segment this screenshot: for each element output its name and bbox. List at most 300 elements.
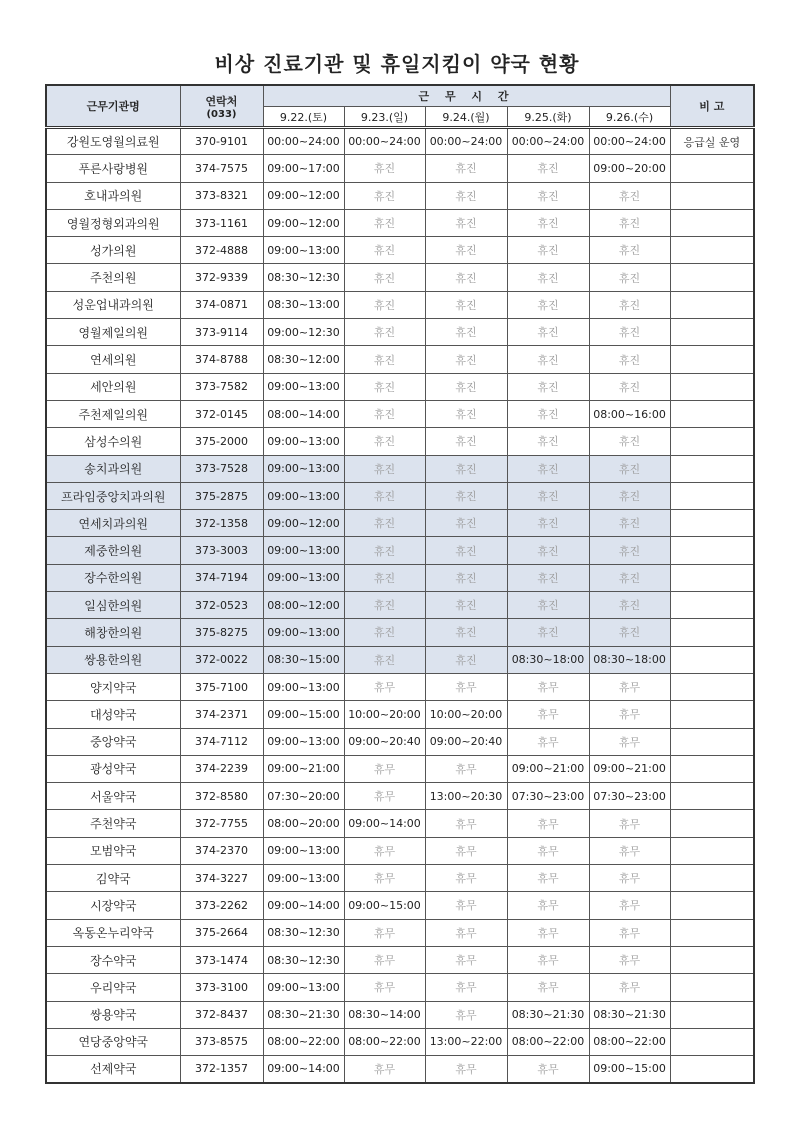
header-date: 9.25.(화) [507,107,589,128]
table-row [46,673,754,700]
note-cell: 응급실 운영 [670,128,754,155]
hours-cell: 휴진 [425,209,507,236]
hours-cell: 휴진 [589,346,670,373]
institution-name: 일심한의원 [46,592,180,619]
table-row [46,564,754,591]
institution-name: 대성약국 [46,701,180,728]
hours-cell: 09:00~13:00 [263,428,344,455]
hours-cell: 휴진 [589,537,670,564]
hours-cell: 08:30~12:30 [263,919,344,946]
hours-cell: 10:00~20:00 [344,701,425,728]
header-date: 9.22.(토) [263,107,344,128]
hours-cell: 휴진 [344,537,425,564]
note-cell [670,400,754,427]
hours-cell: 휴무 [507,919,589,946]
hours-cell: 휴진 [507,537,589,564]
hours-cell: 휴무 [425,919,507,946]
table-row [46,291,754,318]
institution-name: 영월정형외과의원 [46,209,180,236]
phone-number: 375-2000 [180,428,263,455]
hours-cell: 09:00~12:30 [263,319,344,346]
table-row [46,1001,754,1028]
institution-name: 장수약국 [46,946,180,973]
header-contact [180,85,263,128]
institution-name: 세안의원 [46,373,180,400]
phone-number: 373-1474 [180,946,263,973]
hours-cell: 휴진 [344,619,425,646]
hours-cell: 휴진 [507,510,589,537]
hours-cell: 휴무 [425,892,507,919]
hours-cell: 09:00~20:40 [344,728,425,755]
hours-cell: 09:00~13:00 [263,619,344,646]
hours-cell: 휴진 [425,592,507,619]
table-row [46,346,754,373]
table-row [46,209,754,236]
hours-cell: 09:00~20:00 [589,155,670,182]
hours-cell: 휴진 [507,373,589,400]
hours-cell: 10:00~20:00 [425,701,507,728]
hours-cell: 08:00~14:00 [263,400,344,427]
hours-cell: 07:30~23:00 [507,783,589,810]
note-cell [670,155,754,182]
hours-cell: 휴무 [589,946,670,973]
phone-number: 372-7755 [180,810,263,837]
hours-cell: 휴진 [425,646,507,673]
note-cell [670,837,754,864]
hours-cell: 휴진 [507,237,589,264]
note-cell [670,592,754,619]
hours-cell: 휴무 [425,1056,507,1083]
hours-cell: 휴진 [589,482,670,509]
note-cell [670,919,754,946]
hours-cell: 08:30~21:30 [507,1001,589,1028]
phone-number: 374-2239 [180,755,263,782]
hours-cell: 휴무 [589,701,670,728]
institution-name: 푸른사랑병원 [46,155,180,182]
hours-cell: 휴무 [344,974,425,1001]
hours-cell: 휴진 [344,482,425,509]
hours-cell: 00:00~24:00 [507,128,589,155]
hours-cell: 08:30~21:30 [263,1001,344,1028]
hours-cell: 휴무 [344,783,425,810]
note-cell [670,482,754,509]
hours-cell: 휴진 [425,510,507,537]
institution-name: 연당중앙약국 [46,1028,180,1055]
hours-cell: 08:00~22:00 [344,1028,425,1055]
phone-number: 372-0523 [180,592,263,619]
hours-cell: 00:00~24:00 [344,128,425,155]
hours-cell: 휴무 [344,919,425,946]
hours-cell: 휴진 [507,155,589,182]
hours-cell: 09:00~14:00 [263,892,344,919]
note-cell [670,1028,754,1055]
note-cell [670,510,754,537]
hours-cell: 08:00~12:00 [263,592,344,619]
hours-cell: 09:00~13:00 [263,974,344,1001]
table-row [46,319,754,346]
table-row [46,128,754,155]
hours-cell: 휴무 [589,810,670,837]
hours-cell: 휴진 [344,264,425,291]
hours-cell: 휴진 [507,428,589,455]
phone-number: 372-8580 [180,783,263,810]
hours-cell: 13:00~20:30 [425,783,507,810]
institution-name: 서울약국 [46,783,180,810]
hours-cell: 휴무 [344,837,425,864]
schedule-table [45,84,755,1084]
hours-cell: 08:00~22:00 [263,1028,344,1055]
hours-cell: 09:00~15:00 [589,1056,670,1083]
hours-cell: 휴진 [344,592,425,619]
hours-cell: 09:00~13:00 [263,373,344,400]
institution-name: 주천제일의원 [46,400,180,427]
hours-cell: 09:00~21:00 [507,755,589,782]
hours-cell: 휴진 [344,237,425,264]
hours-cell: 휴무 [507,673,589,700]
institution-name: 중앙약국 [46,728,180,755]
note-cell [670,373,754,400]
hours-cell: 휴진 [425,564,507,591]
hours-cell: 휴진 [425,182,507,209]
hours-cell: 휴진 [344,209,425,236]
note-cell [670,946,754,973]
note-cell [670,728,754,755]
hours-cell: 09:00~15:00 [263,701,344,728]
hours-cell: 휴무 [589,974,670,1001]
hours-cell: 13:00~22:00 [425,1028,507,1055]
phone-number: 373-9114 [180,319,263,346]
table-row [46,974,754,1001]
phone-number: 372-0145 [180,400,263,427]
hours-cell: 휴진 [344,564,425,591]
hours-cell: 휴무 [344,865,425,892]
hours-cell: 휴무 [507,701,589,728]
hours-cell: 휴진 [344,373,425,400]
hours-cell: 휴진 [425,455,507,482]
hours-cell: 휴진 [344,291,425,318]
phone-number: 374-7194 [180,564,263,591]
hours-cell: 휴진 [344,346,425,373]
note-cell [670,319,754,346]
hours-cell: 휴무 [507,865,589,892]
hours-cell: 휴무 [507,810,589,837]
note-cell [670,673,754,700]
phone-number: 370-9101 [180,128,263,155]
hours-cell: 09:00~17:00 [263,155,344,182]
note-cell [670,428,754,455]
institution-name: 양지약국 [46,673,180,700]
page-title: 비상 진료기관 및 휴일지킴이 약국 현황 [214,52,580,76]
institution-name: 김약국 [46,865,180,892]
hours-cell: 휴진 [507,400,589,427]
table-row [46,482,754,509]
hours-cell: 휴진 [425,264,507,291]
institution-name: 쌍용약국 [46,1001,180,1028]
hours-cell: 휴진 [425,619,507,646]
phone-number: 374-8788 [180,346,263,373]
hours-cell: 휴무 [507,728,589,755]
hours-cell: 휴진 [344,155,425,182]
hours-cell: 휴진 [589,428,670,455]
institution-name: 우리약국 [46,974,180,1001]
hours-cell: 08:30~12:00 [263,346,344,373]
hours-cell: 휴무 [425,673,507,700]
table-row [46,865,754,892]
table-row [46,537,754,564]
hours-cell: 09:00~13:00 [263,564,344,591]
hours-cell: 09:00~21:00 [263,755,344,782]
hours-cell: 08:30~13:00 [263,291,344,318]
institution-name: 광성약국 [46,755,180,782]
hours-cell: 휴무 [507,837,589,864]
note-cell [670,755,754,782]
hours-cell: 휴진 [507,182,589,209]
note-cell [670,209,754,236]
hours-cell: 휴진 [589,291,670,318]
table-row [46,728,754,755]
hours-cell: 휴무 [344,673,425,700]
phone-number: 373-3100 [180,974,263,1001]
hours-cell: 09:00~14:00 [263,1056,344,1083]
phone-number: 374-7575 [180,155,263,182]
hours-cell: 휴진 [425,237,507,264]
note-cell [670,346,754,373]
hours-cell: 휴진 [589,455,670,482]
header-name: 근무기관명 [46,85,180,128]
hours-cell: 휴무 [507,1056,589,1083]
note-cell [670,646,754,673]
hours-cell: 휴진 [425,346,507,373]
phone-number: 374-2371 [180,701,263,728]
phone-number: 374-3227 [180,865,263,892]
table-row [46,510,754,537]
hours-cell: 휴진 [507,209,589,236]
note-cell [670,783,754,810]
hours-cell: 휴진 [589,319,670,346]
hours-cell: 08:30~21:30 [589,1001,670,1028]
hours-cell: 휴진 [589,264,670,291]
header-contact-area-code: (033) [206,108,237,120]
hours-cell: 휴진 [425,428,507,455]
phone-number: 375-7100 [180,673,263,700]
header-contact-label: 연락처 [205,94,238,108]
hours-cell: 09:00~13:00 [263,482,344,509]
table-row [46,592,754,619]
hours-cell: 휴무 [344,755,425,782]
note-cell [670,974,754,1001]
hours-cell: 휴진 [344,646,425,673]
header-date: 9.26.(수) [589,107,670,128]
hours-cell: 휴무 [507,892,589,919]
phone-number: 373-2262 [180,892,263,919]
institution-name: 시장약국 [46,892,180,919]
hours-cell: 09:00~12:00 [263,209,344,236]
hours-cell: 휴무 [344,946,425,973]
hours-cell: 휴진 [425,373,507,400]
table-row [46,755,754,782]
institution-name: 연세의원 [46,346,180,373]
hours-cell: 휴진 [507,264,589,291]
hours-cell: 휴무 [507,946,589,973]
hours-cell: 08:30~18:00 [589,646,670,673]
phone-number: 373-3003 [180,537,263,564]
institution-name: 강원도영월의료원 [46,128,180,155]
hours-cell: 09:00~13:00 [263,237,344,264]
phone-number: 375-2875 [180,482,263,509]
hours-cell: 휴무 [589,728,670,755]
hours-cell: 09:00~13:00 [263,837,344,864]
table-row [46,182,754,209]
hours-cell: 휴진 [507,291,589,318]
hours-cell: 휴진 [589,564,670,591]
table-row [46,373,754,400]
institution-name: 삼성수의원 [46,428,180,455]
note-cell [670,455,754,482]
hours-cell: 09:00~21:00 [589,755,670,782]
hours-cell: 08:30~15:00 [263,646,344,673]
table-row [46,892,754,919]
phone-number: 373-8321 [180,182,263,209]
phone-number: 372-1358 [180,510,263,537]
hours-cell: 휴진 [344,510,425,537]
hours-cell: 휴무 [589,919,670,946]
note-cell [670,1056,754,1083]
hours-cell: 휴무 [589,892,670,919]
table-row [46,237,754,264]
institution-name: 옥동온누리약국 [46,919,180,946]
hours-cell: 휴진 [589,619,670,646]
note-cell [670,619,754,646]
hours-cell: 08:30~18:00 [507,646,589,673]
table-row [46,455,754,482]
hours-cell: 00:00~24:00 [589,128,670,155]
table-row [46,701,754,728]
hours-cell: 휴진 [344,319,425,346]
phone-number: 373-1161 [180,209,263,236]
phone-number: 375-8275 [180,619,263,646]
hours-cell: 휴진 [589,209,670,236]
hours-cell: 08:00~22:00 [589,1028,670,1055]
hours-cell: 09:00~20:40 [425,728,507,755]
hours-cell: 07:30~23:00 [589,783,670,810]
table-row [46,264,754,291]
phone-number: 372-1357 [180,1056,263,1083]
note-cell [670,264,754,291]
hours-cell: 07:30~20:00 [263,783,344,810]
institution-name: 모범약국 [46,837,180,864]
hours-cell: 09:00~12:00 [263,510,344,537]
note-cell [670,537,754,564]
hours-cell: 휴무 [589,673,670,700]
hours-cell: 휴진 [507,319,589,346]
phone-number: 372-0022 [180,646,263,673]
note-cell [670,701,754,728]
hours-cell: 휴진 [425,319,507,346]
institution-name: 쌍용한의원 [46,646,180,673]
hours-cell: 휴진 [589,592,670,619]
note-cell [670,865,754,892]
hours-cell: 08:00~20:00 [263,810,344,837]
note-cell [670,291,754,318]
hours-cell: 휴무 [589,837,670,864]
hours-cell: 휴진 [425,155,507,182]
hours-cell: 09:00~13:00 [263,865,344,892]
note-cell [670,564,754,591]
hours-cell: 휴진 [344,455,425,482]
phone-number: 372-8437 [180,1001,263,1028]
institution-name: 영월제일의원 [46,319,180,346]
institution-name: 성가의원 [46,237,180,264]
phone-number: 373-8575 [180,1028,263,1055]
hours-cell: 휴무 [589,865,670,892]
hours-cell: 휴진 [507,619,589,646]
hours-cell: 09:00~13:00 [263,537,344,564]
phone-number: 374-0871 [180,291,263,318]
institution-name: 호내과의원 [46,182,180,209]
institution-name: 주천약국 [46,810,180,837]
hours-cell: 휴무 [425,1001,507,1028]
institution-name: 제중한의원 [46,537,180,564]
hours-cell: 09:00~14:00 [344,810,425,837]
table-row [46,946,754,973]
institution-name: 프라임중앙치과의원 [46,482,180,509]
hours-cell: 09:00~13:00 [263,673,344,700]
hours-cell: 09:00~13:00 [263,455,344,482]
hours-cell: 08:00~22:00 [507,1028,589,1055]
hours-cell: 휴진 [507,455,589,482]
hours-cell: 휴진 [425,537,507,564]
hours-cell: 휴진 [507,346,589,373]
hours-cell: 휴진 [589,373,670,400]
table-row [46,1028,754,1055]
phone-number: 375-2664 [180,919,263,946]
hours-cell: 휴진 [425,482,507,509]
hours-cell: 휴진 [344,182,425,209]
note-cell [670,182,754,209]
hours-cell: 09:00~15:00 [344,892,425,919]
hours-cell: 09:00~13:00 [263,728,344,755]
hours-cell: 휴진 [507,482,589,509]
hours-cell: 휴무 [425,865,507,892]
institution-name: 장수한의원 [46,564,180,591]
hours-cell: 휴진 [589,510,670,537]
hours-cell: 08:30~12:30 [263,264,344,291]
phone-number: 373-7528 [180,455,263,482]
hours-cell: 휴무 [425,810,507,837]
table-row [46,837,754,864]
institution-name: 주천의원 [46,264,180,291]
header-date: 9.23.(일) [344,107,425,128]
header-note: 비 고 [670,85,754,128]
table-row [46,619,754,646]
hours-cell: 08:30~12:30 [263,946,344,973]
hours-cell: 00:00~24:00 [263,128,344,155]
table-body [46,128,754,1083]
hours-cell: 휴무 [344,1056,425,1083]
table-row [46,155,754,182]
table-row [46,919,754,946]
institution-name: 연세치과의원 [46,510,180,537]
phone-number: 372-9339 [180,264,263,291]
hours-cell: 휴진 [344,400,425,427]
institution-name: 성운업내과의원 [46,291,180,318]
phone-number: 372-4888 [180,237,263,264]
hours-cell: 00:00~24:00 [425,128,507,155]
note-cell [670,810,754,837]
hours-cell: 휴진 [507,592,589,619]
institution-name: 송치과의원 [46,455,180,482]
hours-cell: 08:00~16:00 [589,400,670,427]
